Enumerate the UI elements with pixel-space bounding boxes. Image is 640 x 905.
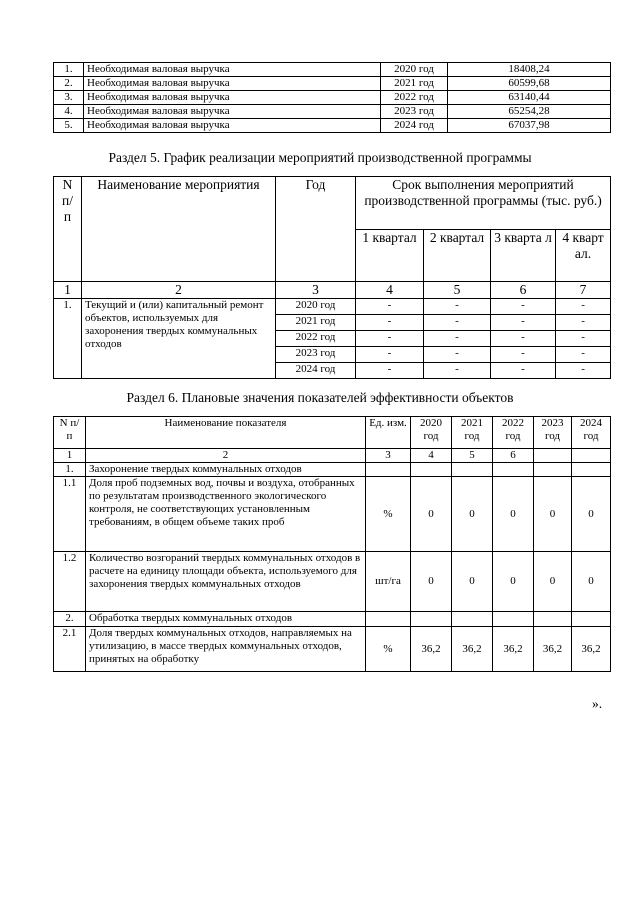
group-num: 1. xyxy=(54,463,86,477)
header-q1: 1 квартал xyxy=(356,230,424,282)
quarter-value: - xyxy=(356,299,424,315)
quarter-value: - xyxy=(491,331,556,347)
group-num: 2. xyxy=(54,612,86,627)
index-cell xyxy=(534,449,572,463)
row-num: 4. xyxy=(54,105,84,119)
schedule-table xyxy=(53,176,611,379)
row-year: 2021 год xyxy=(381,77,448,91)
header-year-2023: 2023 год xyxy=(534,417,572,449)
row-num: 1. xyxy=(54,63,84,77)
index-cell xyxy=(572,449,611,463)
header-unit: Ед. изм. xyxy=(366,417,411,449)
quarter-value: - xyxy=(556,363,611,379)
indicator-num: 1.2 xyxy=(54,552,86,612)
section6-title: Раздел 6. Плановые значения показателей эффективности объектов xyxy=(126,390,514,405)
indicator-row xyxy=(54,627,611,672)
activity-year: 2021 год xyxy=(276,315,356,331)
indicator-name: Доля твердых коммунальных отходов, направляемых на утилизацию, в массе твердых коммунальных отходов, принятых на обработку xyxy=(86,627,366,672)
row-name: Необходимая валовая выручка xyxy=(84,119,381,133)
row-num: 2. xyxy=(54,77,84,91)
indicator-value: 0 xyxy=(534,552,572,612)
quarter-value: - xyxy=(491,315,556,331)
quarter-value: - xyxy=(356,315,424,331)
quarter-value: - xyxy=(424,299,491,315)
header-num: N п/п xyxy=(54,417,86,449)
closing-mark: ». xyxy=(592,696,603,711)
quarter-value: - xyxy=(556,347,611,363)
indicator-value: 0 xyxy=(572,477,611,552)
indicator-num: 2.1 xyxy=(54,627,86,672)
index-cell: 1 xyxy=(54,449,86,463)
activity-num: 1. xyxy=(54,299,82,379)
index-cell: 6 xyxy=(491,282,556,299)
index-cell: 4 xyxy=(356,282,424,299)
header-year-2022: 2022 год xyxy=(493,417,534,449)
quarter-value: - xyxy=(356,363,424,379)
quarter-value: - xyxy=(424,363,491,379)
header-year-2024: 2024 год xyxy=(572,417,611,449)
index-cell: 7 xyxy=(556,282,611,299)
table-row xyxy=(54,119,611,133)
header-q4: 4 кварт ал. xyxy=(556,230,611,282)
indicator-value: 0 xyxy=(452,552,493,612)
indicator-value: 36,2 xyxy=(572,627,611,672)
indicator-value: 36,2 xyxy=(534,627,572,672)
indicator-unit: % xyxy=(366,477,411,552)
section5-title: Раздел 5. График реализации мероприятий производственной программы xyxy=(108,150,532,165)
indicator-value: 0 xyxy=(493,552,534,612)
index-cell: 2 xyxy=(86,449,366,463)
indicator-name: Доля проб подземных вод, почвы и воздуха, отобранных по результатам производственного экологического контроля, не соответствующих установленным требованиям, в общем объеме таких проб xyxy=(86,477,366,552)
index-row xyxy=(54,449,611,463)
index-cell: 3 xyxy=(276,282,356,299)
index-cell: 6 xyxy=(493,449,534,463)
row-num: 3. xyxy=(54,91,84,105)
index-cell: 2 xyxy=(82,282,276,299)
quarter-value: - xyxy=(491,299,556,315)
row-name: Необходимая валовая выручка xyxy=(84,105,381,119)
table-row xyxy=(54,91,611,105)
indicator-unit: шт/га xyxy=(366,552,411,612)
quarter-value: - xyxy=(424,347,491,363)
indicator-value: 36,2 xyxy=(411,627,452,672)
index-row xyxy=(54,282,611,299)
row-year: 2020 год xyxy=(381,63,448,77)
indicator-row xyxy=(54,477,611,552)
index-cell: 5 xyxy=(424,282,491,299)
index-cell: 5 xyxy=(452,449,493,463)
quarter-value: - xyxy=(424,315,491,331)
header-year: Год xyxy=(276,177,356,282)
table-row xyxy=(54,63,611,77)
row-value: 63140,44 xyxy=(448,91,611,105)
row-num: 5. xyxy=(54,119,84,133)
indicator-name: Количество возгораний твердых коммунальных отходов в расчете на единицу площади объекта, используемого для захоронения твердых коммунальных отходов xyxy=(86,552,366,612)
activity-year: 2023 год xyxy=(276,347,356,363)
quarter-value: - xyxy=(491,347,556,363)
header-year-2021: 2021 год xyxy=(452,417,493,449)
quarter-value: - xyxy=(556,331,611,347)
row-year: 2022 год xyxy=(381,91,448,105)
indicator-unit: % xyxy=(366,627,411,672)
index-cell: 3 xyxy=(366,449,411,463)
header-q3: 3 кварта л xyxy=(491,230,556,282)
revenue-table xyxy=(53,62,611,133)
index-cell: 4 xyxy=(411,449,452,463)
header-year-2020: 2020 год xyxy=(411,417,452,449)
indicator-value: 0 xyxy=(493,477,534,552)
activity-year: 2022 год xyxy=(276,331,356,347)
header-q2: 2 квартал xyxy=(424,230,491,282)
quarter-value: - xyxy=(556,299,611,315)
activity-year: 2024 год xyxy=(276,363,356,379)
indicator-row xyxy=(54,552,611,612)
group-row xyxy=(54,612,611,627)
row-value: 65254,28 xyxy=(448,105,611,119)
quarter-value: - xyxy=(356,347,424,363)
group-name: Обработка твердых коммунальных отходов xyxy=(86,612,366,627)
row-name: Необходимая валовая выручка xyxy=(84,77,381,91)
indicator-value: 0 xyxy=(452,477,493,552)
indicator-value: 0 xyxy=(534,477,572,552)
row-value: 18408,24 xyxy=(448,63,611,77)
indicators-table xyxy=(53,416,611,672)
row-name: Необходимая валовая выручка xyxy=(84,63,381,77)
indicator-value: 36,2 xyxy=(452,627,493,672)
row-year: 2024 год xyxy=(381,119,448,133)
indicator-value: 0 xyxy=(572,552,611,612)
indicator-value: 36,2 xyxy=(493,627,534,672)
table-row xyxy=(54,77,611,91)
activity-name: Текущий и (или) капитальный ремонт объектов, используемых для захоронения твердых коммунальных отходов xyxy=(82,299,276,379)
activity-year: 2020 год xyxy=(276,299,356,315)
indicator-value: 0 xyxy=(411,552,452,612)
row-name: Необходимая валовая выручка xyxy=(84,91,381,105)
group-name: Захоронение твердых коммунальных отходов xyxy=(86,463,366,477)
quarter-value: - xyxy=(491,363,556,379)
row-value: 67037,98 xyxy=(448,119,611,133)
header-period: Срок выполнения мероприятий производственной программы (тыс. руб.) xyxy=(356,177,611,230)
header-num: N п/ п xyxy=(54,177,82,282)
quarter-value: - xyxy=(556,315,611,331)
index-cell: 1 xyxy=(54,282,82,299)
row-year: 2023 год xyxy=(381,105,448,119)
row-value: 60599,68 xyxy=(448,77,611,91)
table-row xyxy=(54,105,611,119)
quarter-value: - xyxy=(356,331,424,347)
indicator-value: 0 xyxy=(411,477,452,552)
table-row xyxy=(54,299,611,315)
header-indicator-name: Наименование показателя xyxy=(86,417,366,449)
quarter-value: - xyxy=(424,331,491,347)
indicator-num: 1.1 xyxy=(54,477,86,552)
group-row xyxy=(54,463,611,477)
header-activity-name: Наименование мероприятия xyxy=(82,177,276,282)
